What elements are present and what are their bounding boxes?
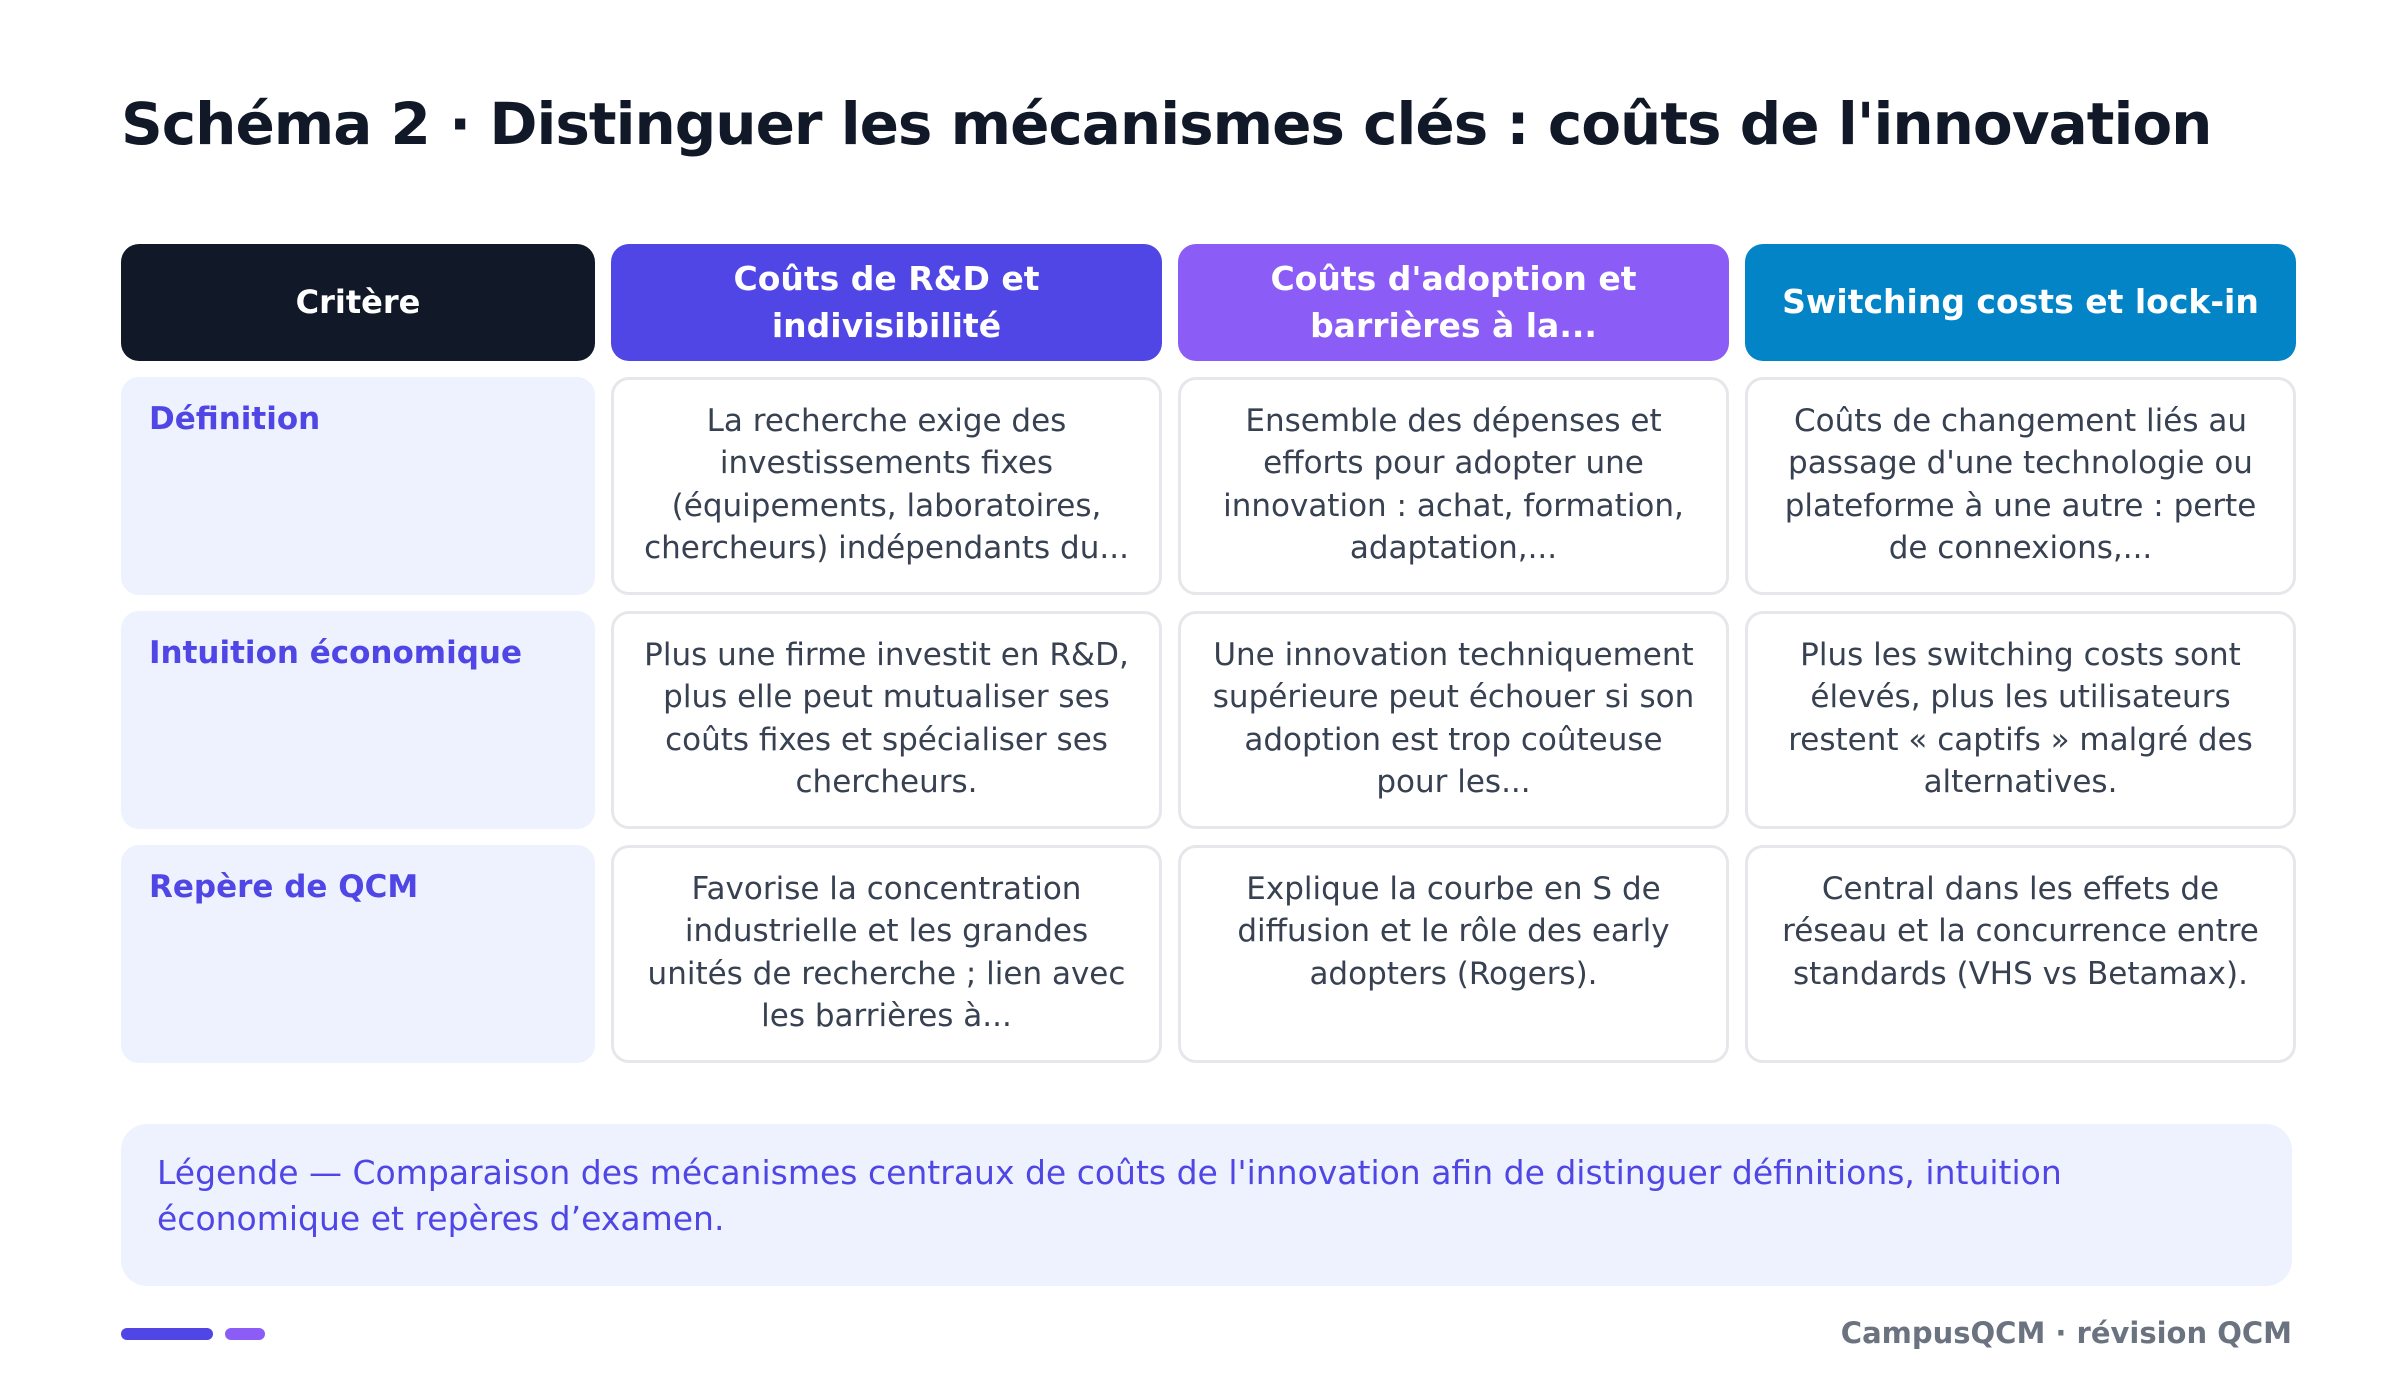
cell-qcm-switching: Central dans les effets de réseau et la concurrence entre standards (VHS vs Betamax). — [1745, 845, 2296, 1063]
cell-intuition-adoption: Une innovation techniquement supérieure peut échouer si son adoption est trop coûteuse pour les... — [1178, 611, 1729, 829]
header-criterion: Critère — [121, 244, 595, 361]
header-rd-costs: Coûts de R&D et indivisibilité — [611, 244, 1162, 361]
accent-bar-indigo — [121, 1328, 213, 1340]
accent-bar-violet — [225, 1328, 265, 1340]
cell-intuition-rd: Plus une firme investit en R&D, plus elle peut mutualiser ses coûts fixes et spécialiser ses chercheurs. — [611, 611, 1162, 829]
header-adoption-costs: Coûts d'adoption et barrières à la... — [1178, 244, 1729, 361]
cell-qcm-adoption: Explique la courbe en S de diffusion et le rôle des early adopters (Rogers). — [1178, 845, 1729, 1063]
legend-box: Légende — Comparaison des mécanismes centraux de coûts de l'innovation afin de distinguer définitions, intuition économique et repères d’examen. — [121, 1124, 2292, 1286]
cell-definition-rd: La recherche exige des investissements fixes (équipements, laboratoires, chercheurs) indépendants du... — [611, 377, 1162, 595]
cell-qcm-rd: Favorise la concentration industrielle et les grandes unités de recherche ; lien avec les barrières à... — [611, 845, 1162, 1063]
row-label-qcm: Repère de QCM — [121, 845, 595, 1063]
cell-intuition-switching: Plus les switching costs sont élevés, plus les utilisateurs restent « captifs » malgré des alternatives. — [1745, 611, 2296, 829]
row-label-intuition: Intuition économique — [121, 611, 595, 829]
cell-definition-switching: Coûts de changement liés au passage d'une technologie ou plateforme à une autre : perte de connexions,... — [1745, 377, 2296, 595]
cell-definition-adoption: Ensemble des dépenses et efforts pour adopter une innovation : achat, formation, adaptation,... — [1178, 377, 1729, 595]
page-title: Schéma 2 · Distinguer les mécanismes clés : coûts de l'innovation — [121, 90, 2212, 158]
header-switching-costs: Switching costs et lock-in — [1745, 244, 2296, 361]
footer-brand: CampusQCM · révision QCM — [1840, 1316, 2292, 1350]
comparison-table — [121, 244, 2296, 1063]
row-label-definition: Définition — [121, 377, 595, 595]
